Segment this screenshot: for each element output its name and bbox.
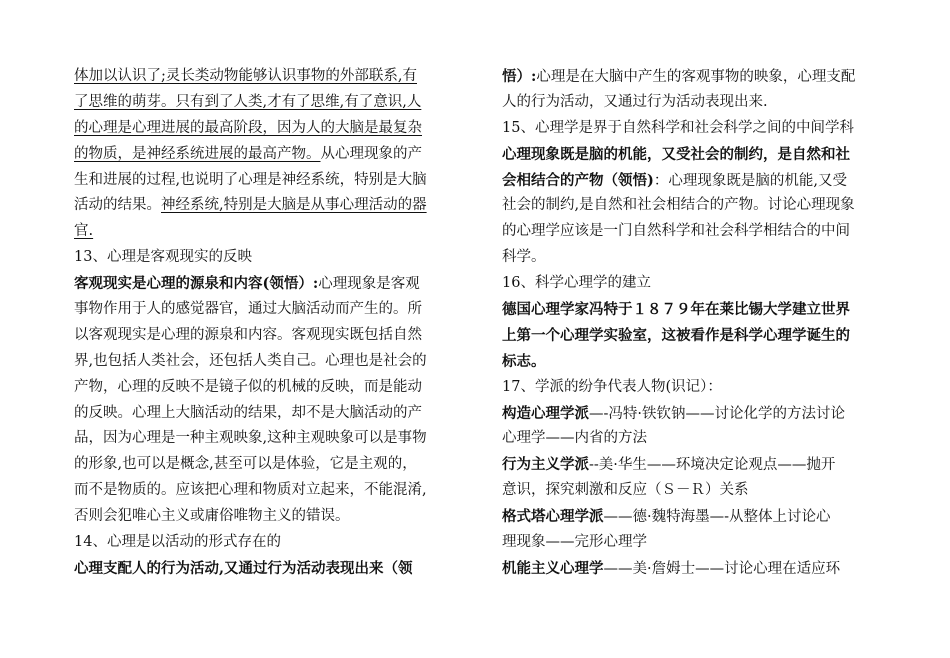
text-segment: 的反映。心理上大脑活动的结果，却不是大脑活动的产: [74, 404, 422, 421]
text-line: [74, 116, 452, 142]
text-line: [74, 193, 452, 219]
text-segment: ——德·魏特海墨—-从整体上讨论心: [603, 509, 831, 526]
text-line: [74, 219, 452, 245]
text-segment: 德国心理学家冯特于１８７９年在莱比锡大学建立世界: [502, 301, 850, 319]
text-segment: 以客观现实是心理的源泉和内容。客观现实既包括自然: [74, 326, 422, 343]
text-line: [74, 530, 452, 556]
text-segment: 格式塔心理学派: [502, 508, 604, 526]
text-line: [74, 556, 452, 582]
text-segment: 体加以认识了;灵长类动物能够认识事物的外部联系,有: [74, 68, 417, 84]
text-segment: 界,也包括人类社会，还包括人类自己。心理也是社会的: [74, 352, 427, 369]
text-line: [502, 504, 880, 530]
text-segment: 从心理现象的产: [320, 145, 422, 162]
text-segment: 16、科学心理学的建立: [502, 275, 651, 292]
text-segment: 构造心理学派: [502, 404, 589, 422]
right-column: [502, 64, 880, 582]
text-line: [502, 478, 880, 504]
text-segment: 的心理学应该是一门自然科学和社会科学相结合的中间: [502, 223, 850, 240]
text-line: [502, 323, 880, 349]
text-segment: 心理现象既是脑的机能，又受社会的制约，是自然和社: [502, 145, 850, 163]
text-segment: 会相结合的产物（领悟): [502, 171, 654, 189]
text-line: [74, 478, 452, 504]
text-line: [74, 271, 452, 297]
text-segment: 了思维的萌芽。只有到了人类,才有了思维,有了意识,人: [74, 93, 422, 110]
text-segment: 的形象,也可以是概念,甚至可以是体验，它是主观的，: [74, 456, 417, 473]
text-segment: 14、心理是以活动的形式存在的: [74, 534, 281, 551]
text-line: [502, 297, 880, 323]
text-line: [74, 375, 452, 401]
text-line: [502, 452, 880, 478]
text-line: [502, 349, 880, 375]
text-line: [74, 349, 452, 375]
text-segment: 13、心理是客观现实的反映: [74, 249, 252, 266]
text-segment: 的心理是心理进展的最高阶段，因为人的大脑是最复杂: [74, 119, 422, 136]
text-line: [74, 401, 452, 427]
text-segment: ：心理现象既是脑的机能,又受: [653, 172, 847, 189]
text-segment: 生和进展的过程,也说明了心理是神经系统，特别是大脑: [74, 171, 427, 188]
text-line: [74, 297, 452, 323]
text-segment: 上第一个心理学实验室，这被看作是科学心理学诞生的: [502, 326, 850, 344]
text-segment: 意识，探究刺激和反应（Ｓ－Ｒ）关系: [502, 482, 749, 499]
text-segment: 事物作用于人的感觉器官，通过大脑活动而产生的。所: [74, 301, 422, 318]
text-line: [502, 168, 880, 194]
text-line: [74, 245, 452, 271]
text-line: [502, 271, 880, 297]
text-segment: ——美·詹姆士——讨论心理在适应环: [603, 560, 841, 577]
text-segment: 悟）:: [502, 68, 537, 85]
text-line: [74, 452, 452, 478]
text-segment: 机能主义心理学: [502, 559, 604, 577]
text-line: [502, 375, 880, 401]
text-segment: 产物，心理的反映不是镜子似的机械的反映，而是能动: [74, 378, 422, 395]
text-line: [74, 426, 452, 452]
text-line: [502, 426, 880, 452]
text-segment: 品，因为心理是一种主观映象,这种主观映象可以是事物: [74, 430, 427, 447]
text-segment: 心理现象是客观: [318, 276, 420, 293]
left-column: [74, 64, 452, 582]
text-segment: —-冯特·铁钦钠——讨论化学的方法讨论: [589, 405, 846, 422]
text-segment: 的物质，是神经系统进展的最高产物。: [74, 145, 321, 162]
text-segment: 科学。: [502, 249, 546, 266]
text-line: [502, 193, 880, 219]
text-segment: 神经系统,特别是大脑是从事心理活动的器: [161, 197, 427, 214]
text-segment: 而不是物质的。应该把心理和物质对立起来，不能混淆,: [74, 482, 427, 499]
text-line: [74, 168, 452, 194]
text-segment: 行为主义学派: [502, 456, 589, 474]
text-segment: 否则会犯唯心主义或庸俗唯物主义的错误。: [74, 508, 350, 525]
text-segment: 官.: [74, 223, 94, 240]
text-segment: 活动的结果。: [74, 197, 161, 214]
text-segment: 15、心理学是界于自然科学和社会科学之间的中间学科: [502, 119, 854, 136]
text-line: [74, 64, 452, 90]
text-segment: 心理学——内省的方法: [502, 430, 647, 447]
text-line: [74, 142, 452, 168]
text-line: [502, 245, 880, 271]
text-segment: 心理支配人的行为活动,又通过行为活动表现出来（领: [74, 559, 413, 577]
text-segment: 社会的制约,是自然和社会相结合的产物。讨论心理现象: [502, 197, 855, 214]
text-segment: 客观现实是心理的源泉和内容(领悟）:: [74, 275, 319, 293]
text-line: [502, 64, 880, 90]
text-line: [502, 219, 880, 245]
text-segment: 理现象——完形心理学: [502, 534, 647, 551]
text-segment: 心理是在大脑中产生的客观事物的映象，心理支配: [536, 69, 856, 85]
text-segment: 标志。: [502, 352, 546, 370]
text-line: [74, 90, 452, 116]
text-line: [502, 116, 880, 142]
text-line: [74, 504, 452, 530]
text-line: [502, 530, 880, 556]
text-segment: 17、学派的纷争代表人物(识记）：: [502, 378, 722, 395]
text-segment: --美·华生——环境决定论观点——抛开: [589, 457, 836, 474]
text-line: [502, 142, 880, 168]
text-segment: 人的行为活动，又通过行为活动表现出来.: [502, 93, 768, 110]
text-line: [502, 556, 880, 582]
text-line: [502, 401, 880, 427]
text-line: [74, 323, 452, 349]
text-line: [502, 90, 880, 116]
